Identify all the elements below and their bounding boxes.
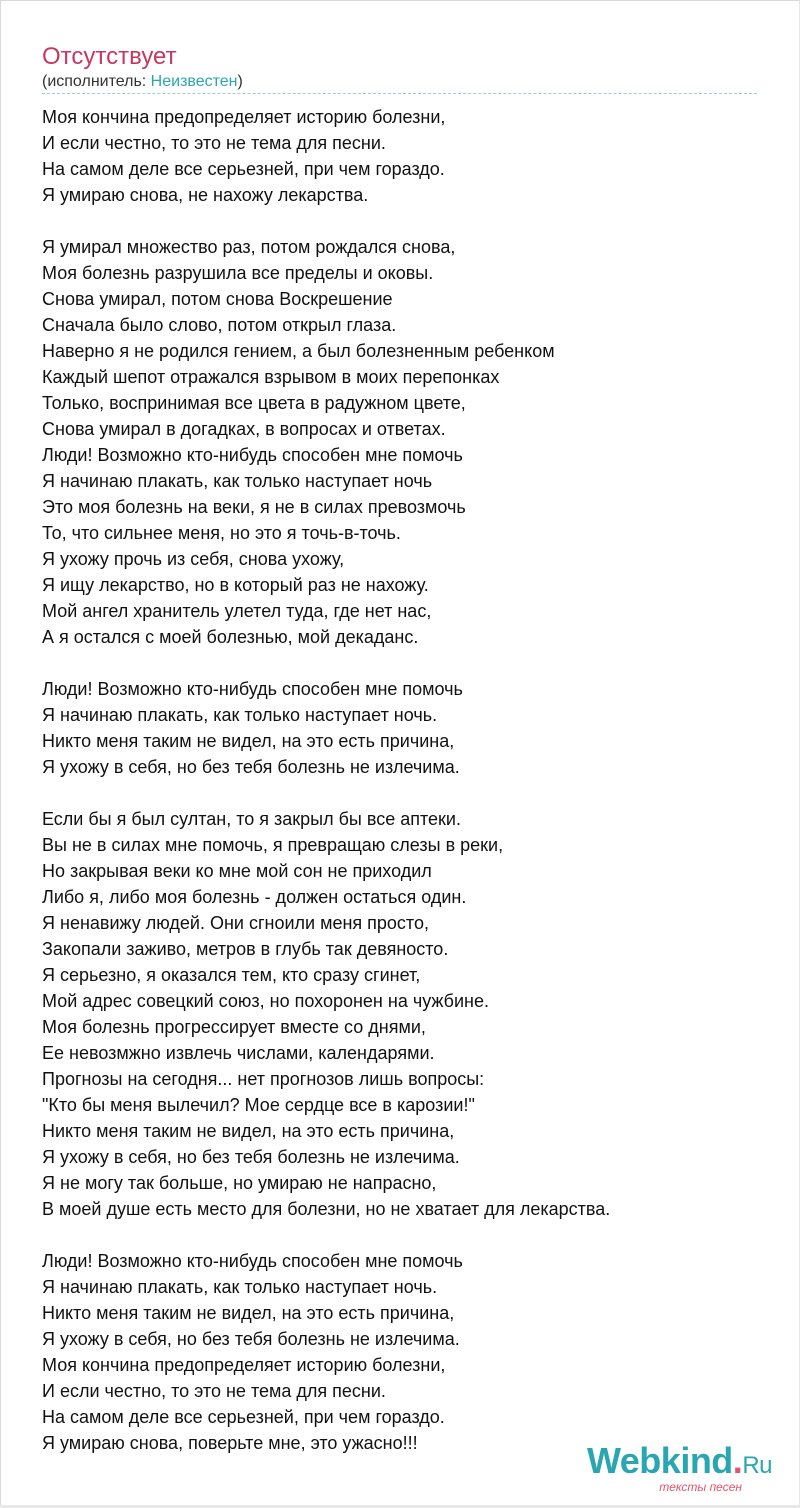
lyric-line: Моя болезнь прогрессирует вместе со днями, — [42, 1017, 426, 1037]
lyric-line: Я серьезно, я оказался тем, кто сразу сгинет, — [42, 965, 421, 985]
lyric-line: Прогнозы на сегодня... нет прогнозов лишь вопросы: — [42, 1069, 485, 1089]
lyric-line: Мой ангел хранитель улетел туда, где нет нас, — [42, 601, 432, 621]
logo-tagline: тексты песен — [659, 1480, 742, 1494]
lyric-line: Я не могу так больше, но умираю не напрасно, — [42, 1173, 437, 1193]
lyric-line: Но закрывая веки ко мне мой сон не приходил — [42, 861, 432, 881]
lyric-line: Либо я, либо моя болезнь - должен остаться один. — [42, 887, 467, 907]
lyric-line: Люди! Возможно кто-нибудь способен мне помочь — [42, 679, 463, 699]
lyrics-stanza — [42, 676, 782, 780]
lyric-line: Снова умирал в догадках, в вопросах и ответах. — [42, 419, 446, 439]
lyric-line: Люди! Возможно кто-нибудь способен мне помочь — [42, 1251, 463, 1271]
artist-link[interactable]: Неизвестен — [150, 73, 238, 90]
webkind-logo — [587, 1442, 772, 1493]
lyric-line: То, что сильнее меня, но это я точь-в-точь. — [42, 523, 401, 543]
lyric-line: Моя болезнь разрушила все пределы и оковы. — [42, 263, 434, 283]
lyric-line: На самом деле все серьезней, при чем гораздо. — [42, 1407, 445, 1427]
lyric-line: Моя кончина предопределяет историю болезни, — [42, 107, 446, 127]
lyric-line: Я начинаю плакать, как только наступает ночь. — [42, 1277, 438, 1297]
lyric-line: Закопали заживо, метров в глубь так девяносто. — [42, 939, 449, 959]
lyric-line: Я начинаю плакать, как только наступает ночь — [42, 471, 433, 491]
song-title: Отсутствует — [42, 43, 177, 70]
logo-wordmark — [587, 1442, 772, 1485]
lyric-line: Я ищу лекарство, но в который раз не нахожу. — [42, 575, 429, 595]
lyrics-stanza — [42, 806, 782, 1222]
lyric-line: Я начинаю плакать, как только наступает ночь. — [42, 705, 438, 725]
lyric-line: А я остался с моей болезнью, мой декаданс. — [42, 627, 419, 647]
logo-dot: . — [732, 1440, 743, 1481]
lyric-line: Я ненавижу людей. Они сгноили меня просто, — [42, 913, 429, 933]
lyric-line: Сначала было слово, потом открыл глаза. — [42, 315, 397, 335]
lyric-line: Никто меня таким не видел, на это есть причина, — [42, 731, 455, 751]
artist-suffix: ) — [237, 73, 243, 90]
lyric-line: Я ухожу прочь из себя, снова ухожу, — [42, 549, 345, 569]
lyric-line: Я ухожу в себя, но без тебя болезнь не излечима. — [42, 757, 460, 777]
lyric-line: Снова умирал, потом снова Воскрешение — [42, 289, 393, 309]
lyric-line: И если честно, то это не тема для песни. — [42, 1381, 386, 1401]
lyric-line: Мой адрес совецкий союз, но похоронен на чужбине. — [42, 991, 489, 1011]
lyric-line: Наверно я не родился гением, а был болезненным ребенком — [42, 341, 555, 361]
lyric-line: Только, воспринимая все цвета в радужном цвете, — [42, 393, 466, 413]
logo-brand: Webkind — [586, 1440, 733, 1481]
artist-line — [42, 72, 243, 92]
lyrics-text — [42, 104, 782, 1482]
lyric-line: Каждый шепот отражался взрывом в моих перепонках — [42, 367, 500, 387]
lyric-line: Люди! Возможно кто-нибудь способен мне помочь — [42, 445, 463, 465]
lyrics-stanza — [42, 104, 782, 208]
lyric-line: В моей душе есть место для болезни, но не хватает для лекарства. — [42, 1199, 611, 1219]
lyric-line: И если честно, то это не тема для песни. — [42, 133, 386, 153]
lyric-line: Никто меня таким не видел, на это есть причина, — [42, 1303, 455, 1323]
lyric-line: Это моя болезнь на веки, я не в силах превозмочь — [42, 497, 466, 517]
lyric-line: Вы не в силах мне помочь, я превращаю слезы в реки, — [42, 835, 504, 855]
lyric-line: Я ухожу в себя, но без тебя болезнь не излечима. — [42, 1147, 460, 1167]
lyric-line: Я ухожу в себя, но без тебя болезнь не излечима. — [42, 1329, 460, 1349]
lyric-line: Если бы я был султан, то я закрыл бы все аптеки. — [42, 809, 461, 829]
lyric-line: Я умираю снова, не нахожу лекарства. — [42, 185, 369, 205]
title-divider — [42, 93, 757, 94]
lyric-line: Ее невозмжно извлечь числами, календарями. — [42, 1043, 435, 1063]
lyrics-stanza — [42, 234, 782, 650]
lyrics-stanza — [42, 1248, 782, 1456]
lyric-line: Я умирал множество раз, потом рождался снова, — [42, 237, 456, 257]
lyric-line: На самом деле все серьезней, при чем гораздо. — [42, 159, 445, 179]
lyric-line: "Кто бы меня вылечил? Мое сердце все в карозии!" — [42, 1095, 475, 1115]
logo-tld: Ru — [742, 1452, 772, 1479]
lyric-line: Моя кончина предопределяет историю болезни, — [42, 1355, 446, 1375]
lyric-line: Я умираю снова, поверьте мне, это ужасно!!! — [42, 1433, 418, 1453]
artist-prefix: (исполнитель: — [42, 73, 151, 90]
lyric-line: Никто меня таким не видел, на это есть причина, — [42, 1121, 455, 1141]
